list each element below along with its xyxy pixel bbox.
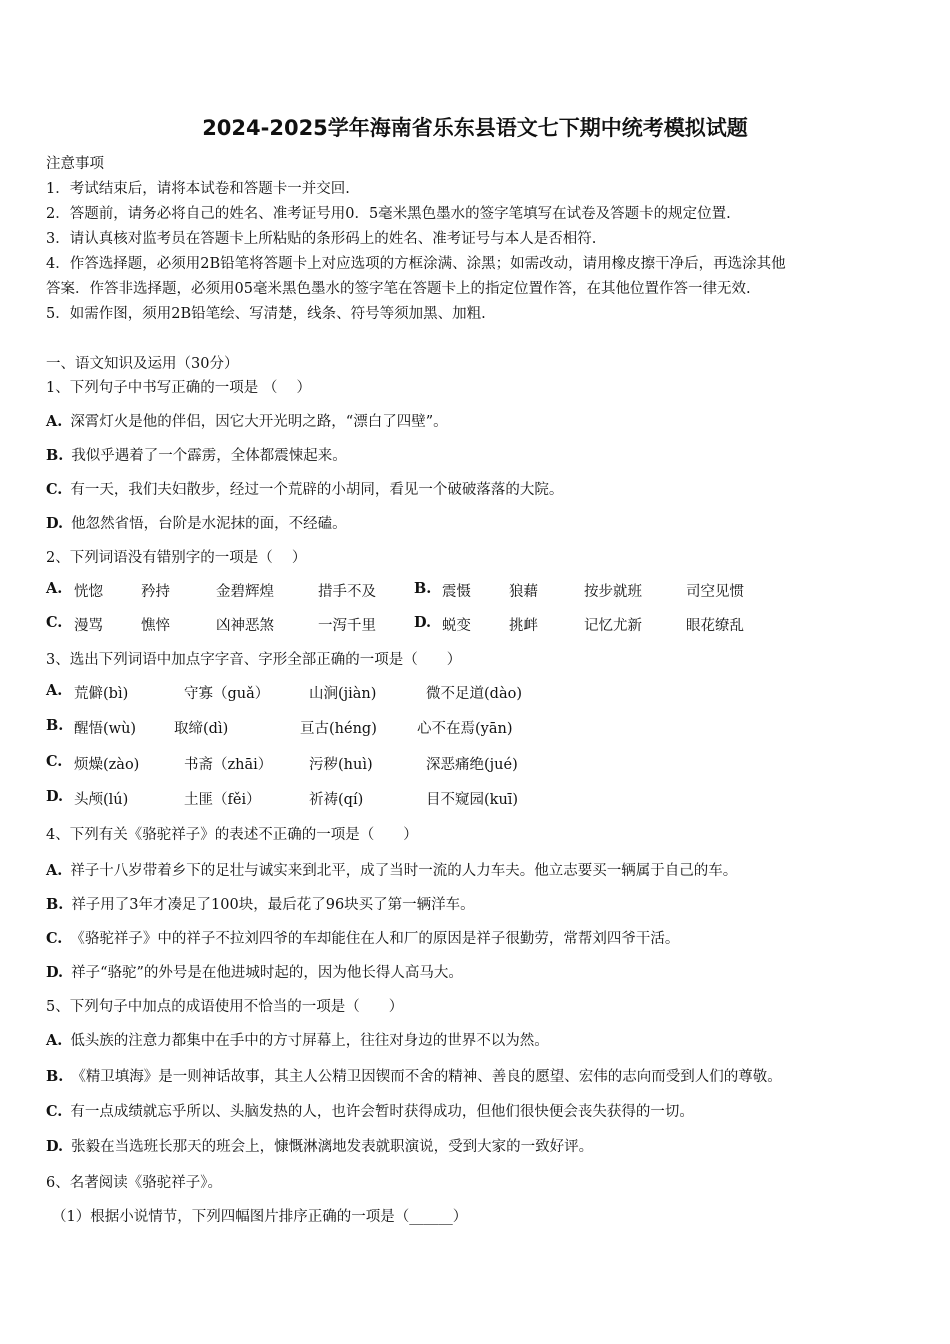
option-word: 记忆尤新 [584, 618, 642, 634]
option-label: B. [46, 1068, 64, 1085]
option-word: 震慑 [442, 584, 471, 600]
section-heading: 一、语文知识及运用（30分） [46, 356, 239, 372]
option-label: B. [46, 717, 64, 734]
option-word: 眼花缭乱 [686, 618, 744, 634]
option-word: 醒悟(wù) [74, 721, 137, 737]
option-label: B. [414, 580, 432, 597]
option-label: D. [46, 515, 64, 532]
option-label: D. [414, 614, 432, 631]
question-1-option-c [46, 478, 563, 499]
option-word: 深恶痛绝(jué) [426, 757, 518, 773]
option-word: 污秽(huì) [309, 757, 373, 773]
question-5-stem: 5、下列句子中加点的成语使用不恰当的一项是（ ） [46, 999, 404, 1015]
notice-item: 5．如需作图，须用2B铅笔绘、写清楚，线条、符号等须加黑、加粗. [46, 306, 486, 322]
option-word: 矜持 [141, 584, 170, 600]
page-title: 2024-2025学年海南省乐东县语文七下期中统考模拟试题 [202, 116, 748, 140]
option-word: 漫骂 [74, 618, 103, 634]
option-text: 张毅在当选班长那天的班会上，慷慨淋漓地发表就职演说，受到大家的一致好评。 [71, 1139, 594, 1155]
option-label: A. [46, 682, 63, 699]
question-4-option-a [46, 859, 737, 880]
question-1-stem: 1、下列句子中书写正确的一项是 （ ） [46, 380, 311, 396]
option-word: 亘古(héng) [300, 721, 377, 737]
option-word: 取缔(dì) [174, 721, 229, 737]
option-word: 荒僻(bì) [74, 686, 129, 702]
option-text: 我似乎遇着了一个霹雳，全体都震悚起来。 [71, 448, 347, 464]
option-text: 祥子“骆驼”的外号是在他进城时起的，因为他长得人高马大。 [71, 965, 463, 981]
option-word: 司空见惯 [686, 584, 744, 600]
option-label: A. [46, 862, 63, 879]
option-word: 头颅(lú) [74, 792, 129, 808]
option-word: 凶神恶煞 [216, 618, 274, 634]
option-word: 挑衅 [509, 618, 538, 634]
option-label: A. [46, 413, 63, 430]
question-1-option-d [46, 512, 347, 533]
option-text: 祥子十八岁带着乡下的足壮与诚实来到北平，成了当时一流的人力车夫。他立志要买一辆属于自己的车。 [70, 863, 738, 879]
option-word: 措手不及 [318, 584, 376, 600]
option-text: 有一天，我们夫妇散步，经过一个荒辟的小胡同，看见一个破破落落的大院。 [70, 482, 564, 498]
question-5-option-d [46, 1135, 593, 1156]
option-label: B. [46, 447, 64, 464]
question-3-stem: 3、选出下列词语中加点字字音、字形全部正确的一项是（ ） [46, 652, 462, 668]
option-label: B. [46, 896, 64, 913]
option-word: 书斋（zhāi） [184, 757, 273, 773]
option-label: C. [46, 481, 63, 498]
option-word: 憔悴 [141, 618, 170, 634]
option-label: D. [46, 1138, 64, 1155]
notice-heading: 注意事项 [46, 156, 104, 172]
option-text: 《骆驼祥子》中的祥子不拉刘四爷的车却能住在人和厂的原因是祥子很勤劳，常帮刘四爷干活。 [70, 931, 680, 947]
option-text: 低头族的注意力都集中在手中的方寸屏幕上，往往对身边的世界不以为然。 [70, 1033, 549, 1049]
option-word: 狼藉 [509, 584, 538, 600]
question-6-sub-1: （1）根据小说情节，下列四幅图片排序正确的一项是（______） [52, 1209, 468, 1225]
question-4-option-b [46, 893, 475, 914]
question-4-stem: 4、下列有关《骆驼祥子》的表述不正确的一项是（ ） [46, 827, 418, 843]
option-label: C. [46, 614, 63, 631]
option-word: 一泻千里 [318, 618, 376, 634]
notice-item: 答案．作答非选择题，必须用05毫米黑色墨水的签字笔在答题卡上的指定位置作答，在其他位置作答一律无效. [46, 281, 751, 297]
option-label: A. [46, 580, 63, 597]
option-text: 他忽然省悟，台阶是水泥抹的面，不经磕。 [71, 516, 347, 532]
option-label: A. [46, 1032, 63, 1049]
option-word: 心不在焉(yān) [417, 721, 513, 737]
option-text: 祥子用了3年才凑足了100块，最后花了96块买了第一辆洋车。 [71, 897, 475, 913]
option-word: 烦燥(zào) [74, 757, 140, 773]
option-word: 金碧辉煌 [216, 584, 274, 600]
question-5-option-a [46, 1029, 549, 1050]
question-5-option-b [46, 1065, 782, 1086]
question-4-option-c [46, 927, 679, 948]
option-word: 恍惚 [74, 584, 103, 600]
notice-item: 2．答题前，请务必将自己的姓名、准考证号用0．5毫米黑色墨水的签字笔填写在试卷及答题卡的规定位置. [46, 206, 731, 222]
question-2-stem: 2、下列词语没有错别字的一项是（ ） [46, 550, 307, 566]
option-word: 守寡（guǎ） [184, 686, 270, 702]
option-word: 山涧(jiàn) [309, 686, 377, 702]
notice-item: 1．考试结束后，请将本试卷和答题卡一并交回. [46, 181, 350, 197]
notice-item: 3．请认真核对监考员在答题卡上所粘贴的条形码上的姓名、准考证号与本人是否相符. [46, 231, 597, 247]
option-label: D. [46, 964, 64, 981]
question-1-option-a [46, 410, 448, 431]
option-label: C. [46, 930, 63, 947]
option-text: 《精卫填海》是一则神话故事，其主人公精卫因锲而不舍的精神、善良的愿望、宏伟的志向而受到人们的尊敬。 [71, 1069, 782, 1085]
option-label: D. [46, 788, 64, 805]
option-word: 微不足道(dào) [426, 686, 522, 702]
option-word: 目不窥园(kuī) [426, 792, 519, 808]
option-word: 土匪（fěi） [184, 792, 261, 808]
option-text: 有一点成绩就忘乎所以、头脑发热的人，也许会暂时获得成功，但他们很快便会丧失获得的一切。 [70, 1104, 694, 1120]
option-label: C. [46, 753, 63, 770]
option-word: 按步就班 [584, 584, 642, 600]
question-5-option-c [46, 1100, 694, 1121]
question-4-option-d [46, 961, 463, 982]
question-1-option-b [46, 444, 347, 465]
notice-item: 4．作答选择题，必须用2B铅笔将答题卡上对应选项的方框涂满、涂黑；如需改动，请用橡皮擦干净后，再选涂其他 [46, 256, 786, 272]
option-text: 深霄灯火是他的伴侣，因它大开光明之路，“漂白了四壁”。 [70, 414, 448, 430]
option-word: 蜕变 [442, 618, 471, 634]
option-word: 祈祷(qí) [309, 792, 364, 808]
option-label: C. [46, 1103, 63, 1120]
question-6-stem: 6、名著阅读《骆驼祥子》。 [46, 1175, 222, 1191]
